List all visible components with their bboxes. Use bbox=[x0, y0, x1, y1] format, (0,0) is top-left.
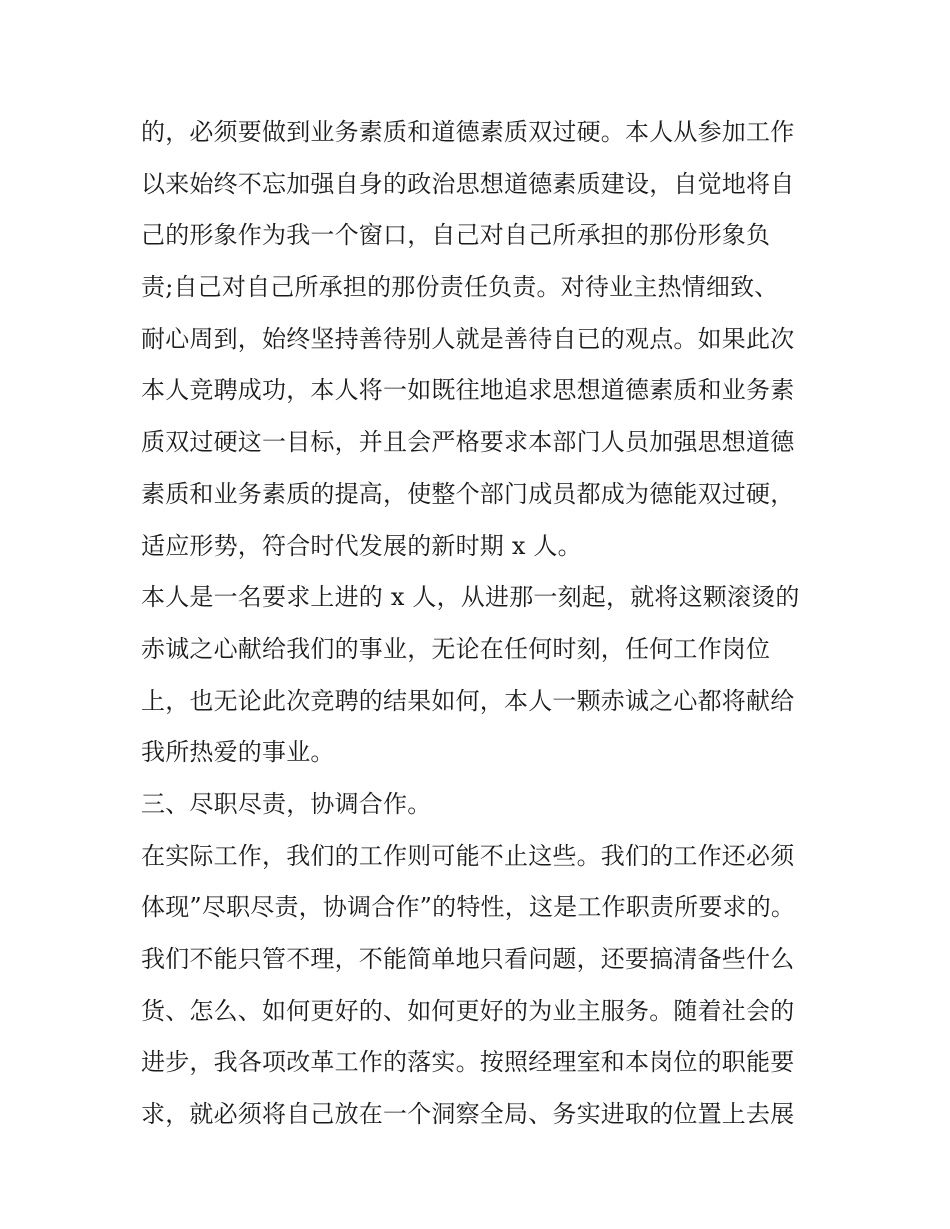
text-line: 在实际工作，我们的工作则可能不止这些。我们的工作还必须 bbox=[141, 841, 795, 870]
text-line: 进步，我各项改革工作的落实。按照经理室和本岗位的职能要 bbox=[141, 1048, 795, 1077]
text-line: 质双过硬这一目标，并且会严格要求本部门人员加强思想道德 bbox=[141, 428, 795, 457]
text-line: 本人竞聘成功，本人将一如既往地追求思想道德素质和业务素 bbox=[141, 376, 795, 405]
text-line: 素质和业务素质的提高，使整个部门成员都成为德能双过硬， bbox=[141, 479, 795, 508]
section-heading: 三、尽职尽责，协调合作。 bbox=[141, 789, 432, 818]
text-line: 货、怎么、如何更好的、如何更好的为业主服务。随着社会的 bbox=[141, 996, 795, 1025]
text-line: 责;自己对自己所承担的那份责任负责。对待业主热情细致、 bbox=[141, 273, 779, 302]
document-body bbox=[141, 107, 821, 1141]
text-line: 求，就必须将自己放在一个洞察全局、务实进取的位置上去展 bbox=[141, 1100, 795, 1129]
text-line: 赤诚之心献给我们的事业，无论在任何时刻，任何工作岗位 bbox=[141, 634, 771, 663]
text-line: 上，也无论此次竞聘的结果如何，本人一颗赤诚之心都将献给 bbox=[141, 686, 795, 715]
text-line: 体现”尽职尽责，协调合作”的特性，这是工作职责所要求的。 bbox=[141, 893, 796, 922]
text-line: 己的形象作为我一个窗口，自己对自己所承担的那份形象负 bbox=[141, 221, 771, 250]
text-line: 耐心周到，始终坚持善待别人就是善待自已的观点。如果此次 bbox=[141, 324, 795, 353]
text-line: 我所热爱的事业。 bbox=[141, 738, 335, 767]
text-line: 的，必须要做到业务素质和道德素质双过硬。本人从参加工作 bbox=[141, 118, 795, 146]
text-line: 我们不能只管不理，不能简单地只看问题，还要搞清备些什么 bbox=[141, 945, 795, 973]
text-line: 以来始终不忘加强自身的政治思想道德素质建设，自觉地将自 bbox=[141, 169, 795, 198]
text-line: 本人是一名要求上进的 x 人，从进那一刻起，就将这颗滚烫的 bbox=[141, 583, 800, 612]
text-line: 适应形势，符合时代发展的新时期 x 人。 bbox=[141, 531, 582, 560]
